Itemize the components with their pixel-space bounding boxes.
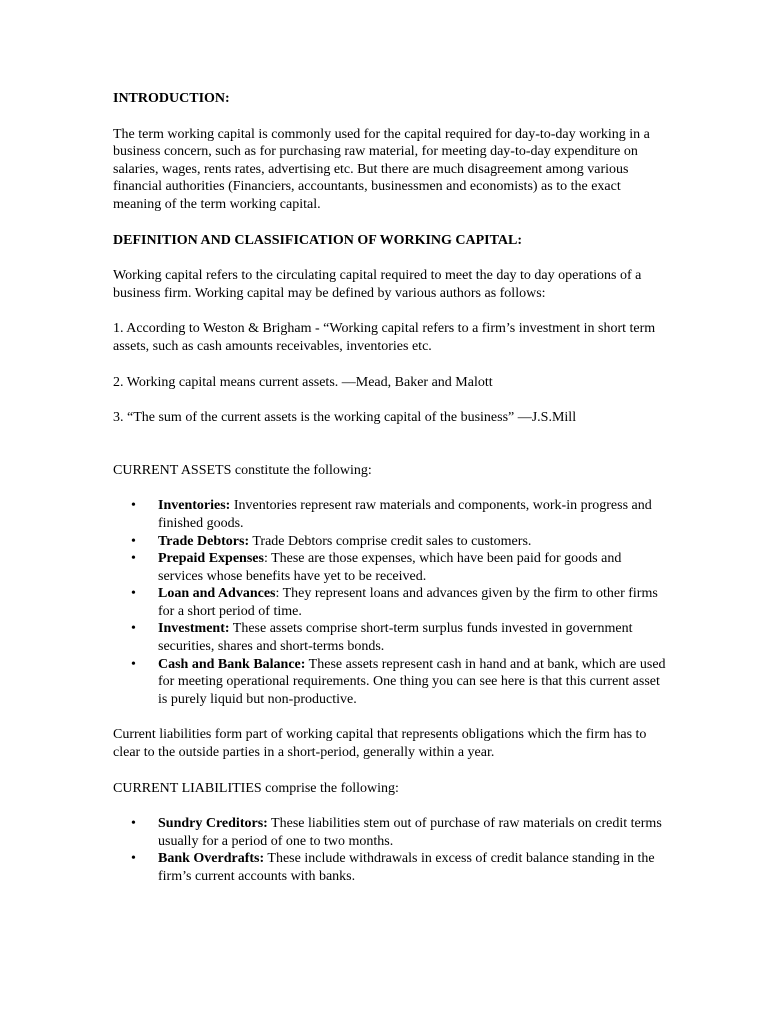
list-item — [113, 497, 669, 532]
list-item-text: Inventories represent raw materials and components, work-in progress and finished goods. — [158, 498, 652, 531]
list-item — [113, 815, 669, 850]
bullet-icon: • — [131, 816, 136, 832]
current-assets-list — [113, 497, 669, 708]
bullet-icon: • — [131, 621, 136, 637]
definition-heading: DEFINITION AND CLASSIFICATION OF WORKING CAPITAL: — [113, 232, 523, 248]
list-item-text: These include withdrawals in excess of credit balance standing in the firm’s current accounts with banks. — [158, 851, 655, 884]
bullet-icon: • — [131, 851, 136, 867]
current-liabilities-paragraph: Current liabilities form part of working capital that represents obligations which the firm has to clear to the outside parties in a short-period, generally within a year. — [113, 727, 647, 761]
list-item — [113, 533, 669, 551]
bullet-icon: • — [131, 533, 136, 549]
definition-paragraph: Working capital refers to the circulating capital required to meet the day to day operations of a business firm. Working capital may be defined by various authors as follows: — [113, 268, 642, 301]
current-assets-intro: CURRENT ASSETS constitute the following: — [113, 462, 372, 478]
list-item-term: Sundry Creditors: — [158, 816, 268, 832]
definition-item-1: 1. According to Weston & Brigham - “Working capital refers to a firm’s investment in short term assets, such as cash amounts receivables, inventories etc. — [113, 321, 656, 354]
list-item-term: Prepaid Expenses — [158, 551, 264, 567]
definition-item-3: 3. “The sum of the current assets is the working capital of the business” —J.S.Mill — [113, 410, 577, 426]
list-item-text: Trade Debtors comprise credit sales to customers. — [249, 533, 532, 549]
introduction-heading: INTRODUCTION: — [113, 91, 230, 106]
current-liabilities-list — [113, 815, 669, 885]
bullet-icon: • — [131, 656, 136, 672]
bullet-icon: • — [131, 498, 136, 514]
list-item — [113, 620, 669, 655]
list-item — [113, 656, 669, 709]
list-item-term: Loan and Advances — [158, 586, 276, 602]
list-item-term: Cash and Bank Balance: — [158, 656, 306, 672]
list-item — [113, 585, 669, 620]
list-item-text: : They represent loans and advances given by the firm to other firms for a short period of time. — [158, 586, 658, 619]
bullet-icon: • — [131, 551, 136, 567]
list-item-text: These assets comprise short-term surplus funds invested in government securities, shares and short-terms bonds. — [158, 621, 633, 655]
list-item-text: : These are those expenses, which have been paid for goods and services whose benefits have yet to be received. — [158, 551, 622, 584]
bullet-icon: • — [131, 586, 136, 602]
current-liabilities-intro: CURRENT LIABILITIES comprise the following: — [113, 780, 399, 796]
list-item-term: Trade Debtors: — [158, 533, 250, 549]
list-item — [113, 850, 669, 885]
document-page — [113, 90, 669, 904]
list-item-text: These assets represent cash in hand and at bank, which are used for meeting operational requirements. One thing you can see here is that this current asset is purely liquid but non-productive. — [158, 656, 666, 707]
list-item — [113, 550, 669, 585]
list-item-term: Investment: — [158, 621, 230, 637]
definition-item-2: 2. Working capital means current assets. —Mead, Baker and Malott — [113, 374, 493, 390]
list-item-term: Bank Overdrafts: — [158, 851, 265, 867]
introduction-paragraph: The term working capital is commonly used for the capital required for day-to-day working in a business concern, such as for purchasing raw material, for meeting day-to-day expenditure on salaries, wages, rents rates, advertising etc. But there are much disagreement among various financial authorities (Financiers, accountants, businessmen and economists) as to the exact meaning of the term working capital. — [113, 126, 650, 212]
list-item-text: These liabilities stem out of purchase of raw materials on credit terms usually for a period of one to two months. — [158, 816, 662, 849]
list-item-term: Inventories: — [158, 498, 231, 514]
